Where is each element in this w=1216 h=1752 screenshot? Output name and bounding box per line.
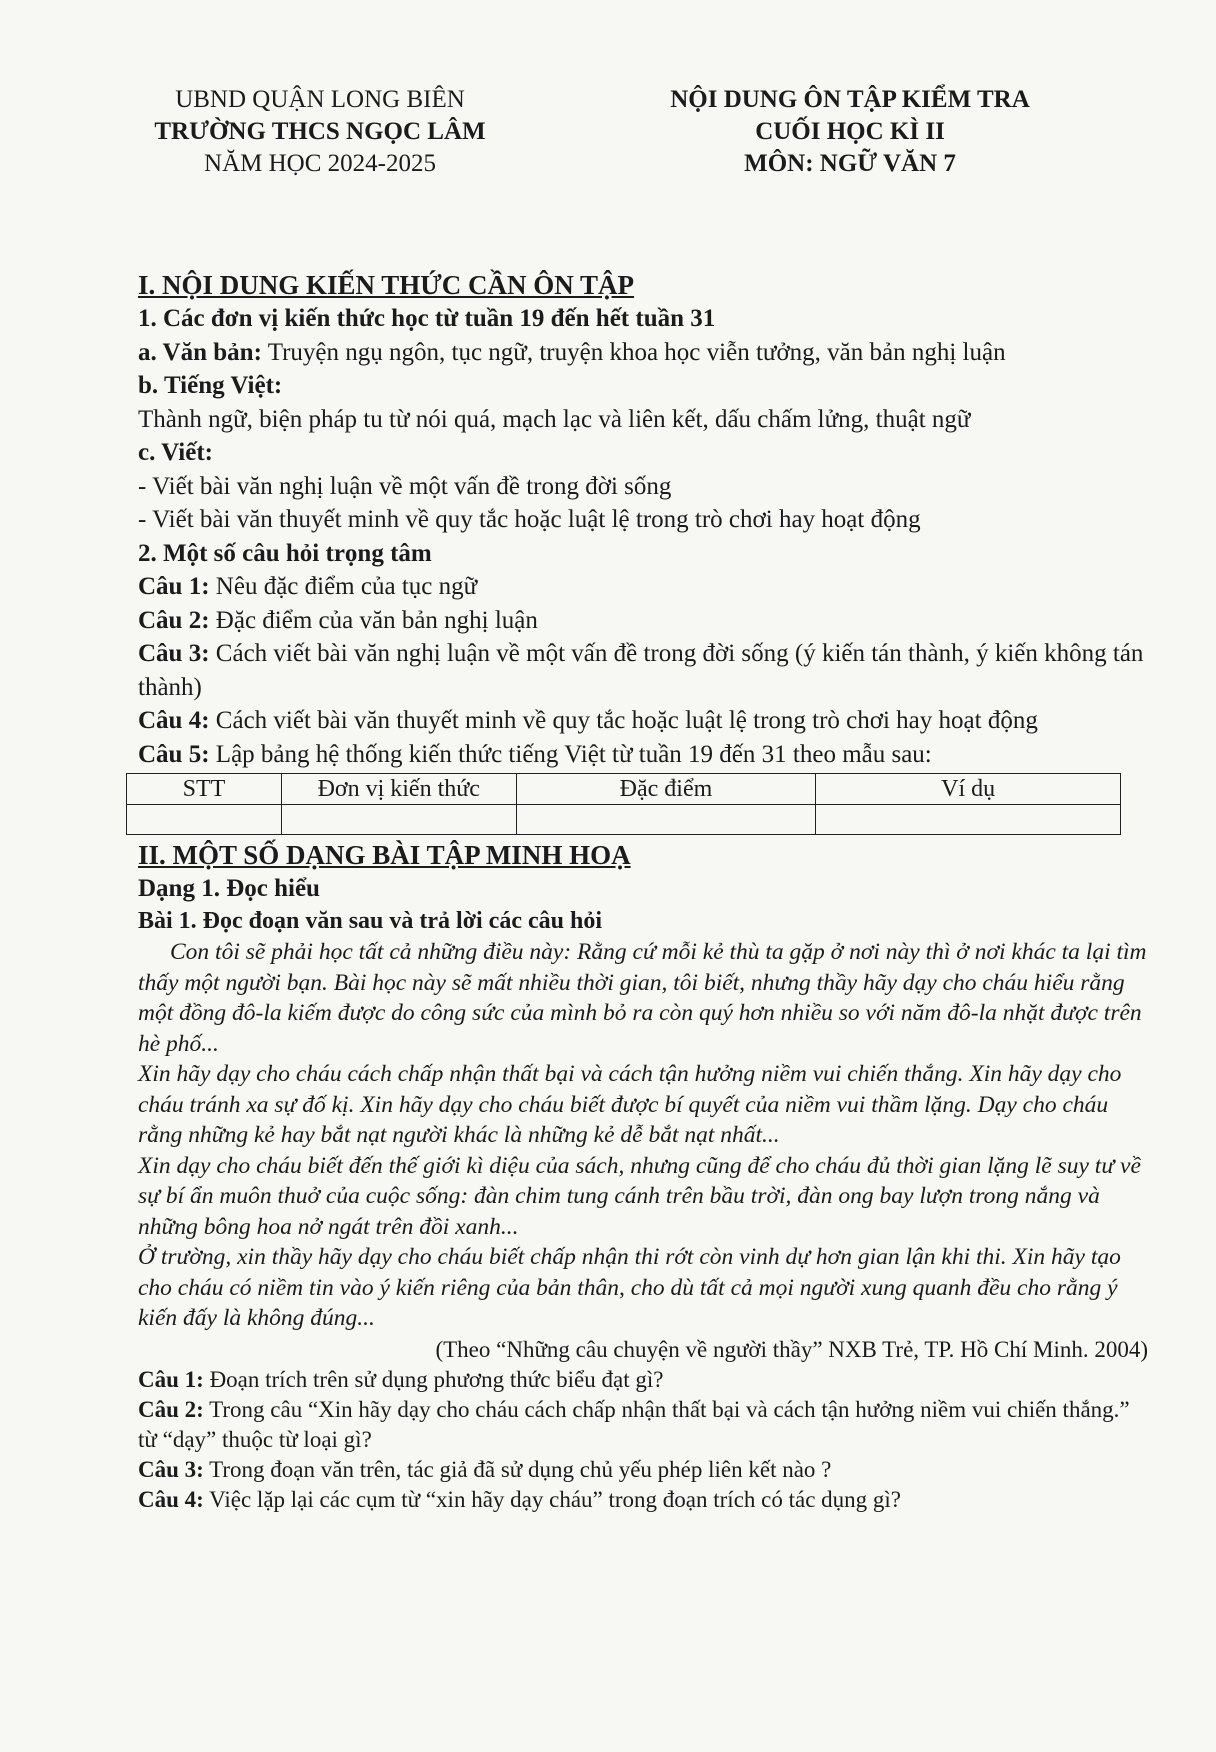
subject-line: MÔN: NGỮ VĂN 7 [744,150,956,177]
table-header-row [127,774,1121,805]
exercise-1-title: Bài 1. Đọc đoạn văn sau và trả lời các câu hỏi [138,907,602,934]
reading-question-3-text: Trong đoạn văn trên, tác giả đã sử dụng chủ yếu phép liên kết nào ? [203,1456,832,1482]
table-cell [516,805,816,835]
section-2-title: II. MỘT SỐ DẠNG BÀI TẬP MINH HOẠ [138,840,631,870]
part-2-title: 2. Một số câu hỏi trọng tâm [138,539,432,567]
reading-question-1-label: Câu 1: [138,1366,204,1392]
question-3-text: Cách viết bài văn nghị luận về một vấn đề trong đời sống (ý kiến tán thành, ý kiến không tán thành) [138,640,1144,701]
question-2 [138,604,1148,638]
question-5-label: Câu 5: [138,740,210,768]
passage-source: (Theo “Những câu chuyện về người thầy” NXB Trẻ, TP. Hồ Chí Minh. 2004) [435,1336,1148,1362]
question-2-label: Câu 2: [138,606,210,634]
reading-question-2-text: Trong câu “Xin hãy dạy cho cháu cách chấp nhận thất bại và cách tận hưởng niềm vui chiến thắng.” từ “dạy” thuộc từ loại gì? [138,1396,1130,1452]
reading-question-3 [138,1455,1148,1485]
question-1-label: Câu 1: [138,573,210,600]
item-a-text: Truyện ngụ ngôn, tục ngữ, truyện khoa học viễn tưởng, văn bản nghị luận [261,338,1006,366]
table-cell [281,805,516,835]
item-b-text: Thành ngữ, biện pháp tu từ nói quá, mạch lạc và liên kết, dấu chấm lửng, thuật ngữ [138,405,971,433]
part-1-title: 1. Các đơn vị kiến thức học từ tuần 19 đến hết tuần 31 [138,305,716,332]
table-row [127,805,1121,835]
reading-question-4 [138,1485,1148,1515]
table-header-example: Ví dụ [816,774,1121,805]
item-a [138,336,1148,370]
question-4-text: Cách viết bài văn thuyết minh về quy tắc hoặc luật lệ trong trò chơi hay hoạt động [209,707,1038,734]
table-cell [816,805,1121,835]
knowledge-table [126,773,1121,835]
item-a-label: a. Văn bản: [138,338,262,366]
item-b-label: b. Tiếng Việt: [138,372,283,399]
passage-paragraph: Xin dạy cho cháu biết đến thế giới kì diệu của sách, nhưng cũng để cho cháu đủ thời gian lặng lẽ suy tư về sự bí ẩn muôn thuở của cuộc sống: đàn chim tung cánh trên bầu trời, đàn ong bay lượn trong nắng và những bông hoa nở ngát trên đồi xanh... [138,1152,1141,1240]
question-3-label: Câu 3: [138,640,210,667]
item-c-2: - Viết bài văn thuyết minh về quy tắc hoặc luật lệ trong trò chơi hay hoạt động [138,506,921,533]
question-3 [138,637,1148,704]
reading-question-1-text: Đoạn trích trên sử dụng phương thức biểu đạt gì? [203,1366,664,1392]
question-4-label: Câu 4: [138,707,210,734]
reading-question-3-label: Câu 3: [138,1456,204,1482]
table-header-feature: Đặc điểm [516,774,816,805]
reading-passage [138,937,1148,1334]
document-body [138,268,1148,1515]
district-name: UBND QUẬN LONG BIÊN [175,86,465,113]
reading-question-2-label: Câu 2: [138,1396,204,1422]
question-5-text: Lập bảng hệ thống kiến thức tiếng Việt từ tuần 19 đến 31 theo mẫu sau: [209,740,932,768]
passage-paragraph: Xin hãy dạy cho cháu cách chấp nhận thất bại và cách tận hưởng niềm vui chiến thắng. Xin hãy dạy cho cháu tránh xa sự đố kị. Xin hãy dạy cho cháu biết được bí quyết của niềm vui thầm lặng. Dạy cho cháu rằng những kẻ hay bắt nạt người khác là những kẻ dễ bắt nạt nhất... [138,1061,1122,1148]
table-header-stt: STT [127,774,282,805]
table-header-unit: Đơn vị kiến thức [281,774,516,805]
form-1-title: Dạng 1. Đọc hiểu [138,875,320,902]
section-1-title: I. NỘI DUNG KIẾN THỨC CẦN ÔN TẬP [138,270,635,300]
item-c-1: - Viết bài văn nghị luận về một vấn đề trong đời sống [138,472,672,500]
question-1-text: Nêu đặc điểm của tục ngữ [209,573,478,600]
title-line-1: NỘI DUNG ÔN TẬP KIỂM TRA [670,86,1030,113]
question-4 [138,704,1148,738]
school-info [130,84,510,180]
question-2-text: Đặc điểm của văn bản nghị luận [209,606,538,634]
passage-paragraph: Con tôi sẽ phải học tất cả những điều này: Rằng cứ mỗi kẻ thù ta gặp ở nơi này thì ở nơi khác ta lại tìm thấy một người bạn. Bài học này sẽ mất nhiều thời gian, tôi biết, nhưng thầy hãy dạy cho cháu hiểu rằng một đồng đô-la kiếm được do công sức của mình bỏ ra còn quý hơn nhiều so với năm đô-la nhặt được trên hè phố... [138,939,1147,1057]
question-1 [138,570,1148,604]
school-year: NĂM HỌC 2024-2025 [204,150,436,177]
table-cell [127,805,282,835]
question-5 [138,738,1148,772]
title-line-2: CUỐI HỌC KÌ II [755,118,945,145]
document-header [0,84,1216,184]
document-title [640,84,1060,180]
school-name: TRƯỜNG THCS NGỌC LÂM [154,118,486,145]
reading-question-4-label: Câu 4: [138,1486,204,1512]
passage-paragraph: Ở trường, xin thầy hãy dạy cho cháu biết chấp nhận thi rớt còn vinh dự hơn gian lận khi thi. Xin hãy tạo cho cháu có niềm tin vào ý kiến riêng của bản thân, cho dù tất cả mọi người xung quanh đều cho rằng ý kiến đấy là không đúng... [138,1244,1121,1331]
item-c-label: c. Viết: [138,439,213,466]
reading-question-4-text: Việc lặp lại các cụm từ “xin hãy dạy cháu” trong đoạn trích có tác dụng gì? [203,1486,902,1512]
reading-question-2 [138,1395,1148,1455]
reading-question-1 [138,1365,1148,1395]
